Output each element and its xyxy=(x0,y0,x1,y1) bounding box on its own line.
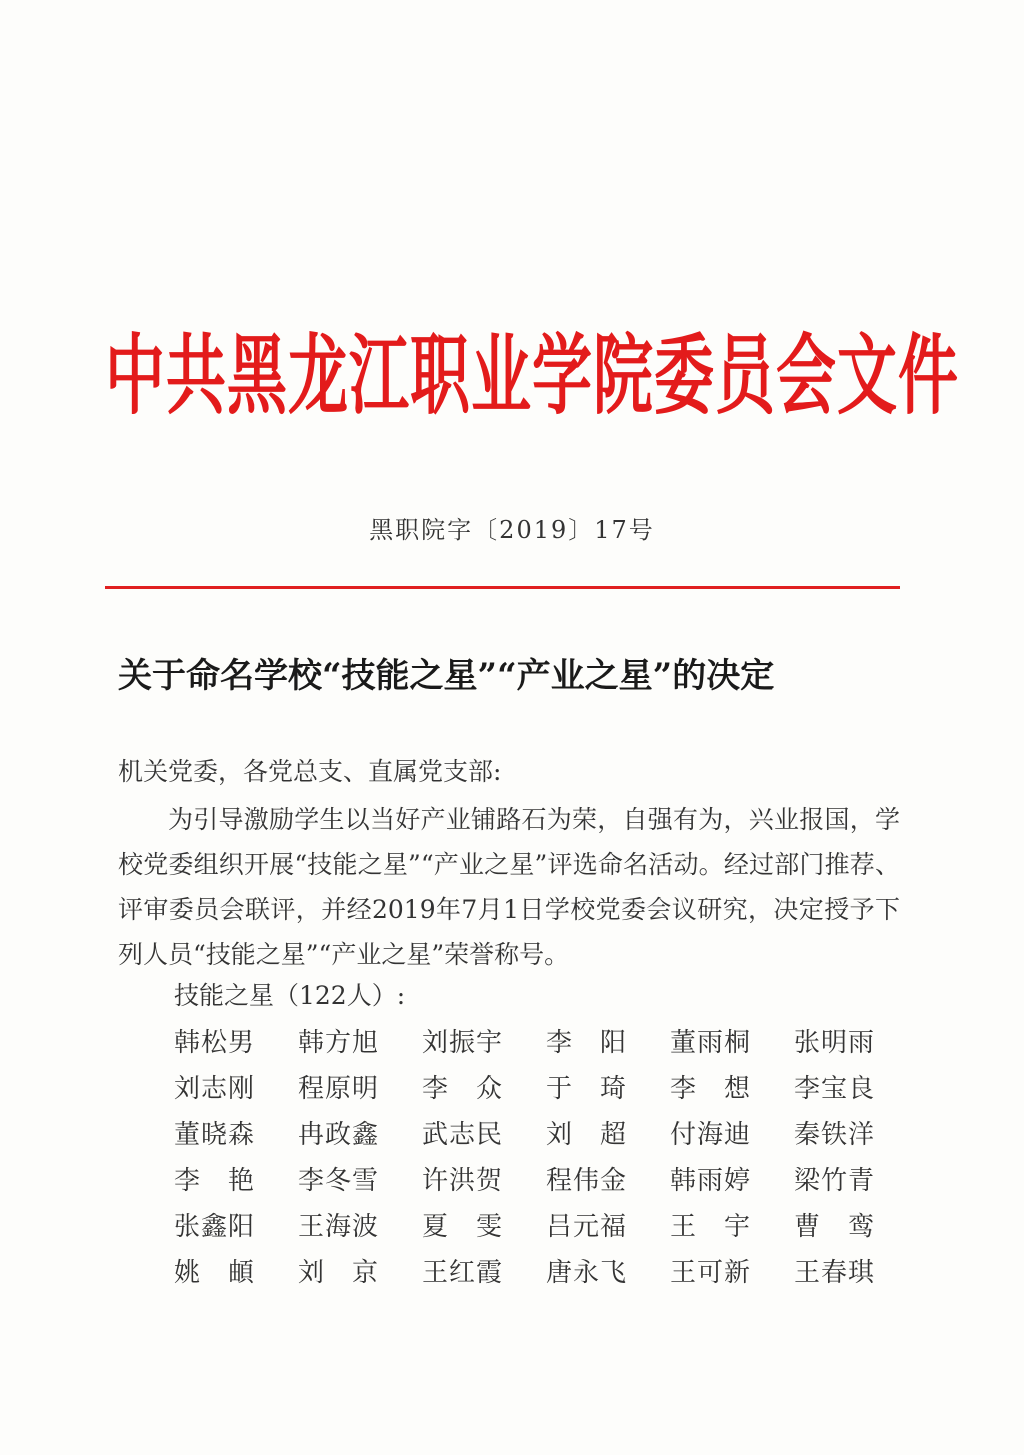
name-item: 梁竹青 xyxy=(794,1166,876,1196)
name-item: 刘 京 xyxy=(298,1258,380,1288)
name-item: 董雨桐 xyxy=(670,1028,752,1058)
document-title: 关于命名学校“技能之星”“产业之星”的决定 xyxy=(118,656,775,696)
name-item: 程原明 xyxy=(298,1074,380,1104)
name-item: 武志民 xyxy=(422,1120,504,1150)
red-divider-line xyxy=(105,586,900,589)
category-label: 技能之星（122人）: xyxy=(174,981,406,1010)
name-item: 曹 鸾 xyxy=(794,1212,876,1242)
name-item: 李 想 xyxy=(670,1074,752,1104)
name-item: 秦铁洋 xyxy=(794,1120,876,1150)
name-item: 李 众 xyxy=(422,1074,504,1104)
name-item: 董晓森 xyxy=(174,1120,256,1150)
name-item: 王 宇 xyxy=(670,1212,752,1242)
name-item: 张鑫阳 xyxy=(174,1212,256,1242)
name-item: 唐永飞 xyxy=(546,1258,628,1288)
masthead-title: 中共黑龙江职业学院委员会文件 xyxy=(105,325,959,427)
name-item: 夏 雯 xyxy=(422,1212,504,1242)
name-item: 李宝良 xyxy=(794,1074,876,1104)
name-item: 李冬雪 xyxy=(298,1166,380,1196)
name-item: 韩雨婷 xyxy=(670,1166,752,1196)
document-number: 黑职院字〔2019〕17号 xyxy=(369,516,655,544)
name-item: 王春琪 xyxy=(794,1258,876,1288)
name-item: 刘 超 xyxy=(546,1120,628,1150)
name-item: 姚 頔 xyxy=(174,1258,256,1288)
name-item: 王红霞 xyxy=(422,1258,504,1288)
name-item: 刘志刚 xyxy=(174,1074,256,1104)
name-item: 冉政鑫 xyxy=(298,1120,380,1150)
name-item: 李 阳 xyxy=(546,1028,628,1058)
names-grid xyxy=(174,1020,904,1296)
name-item: 许洪贺 xyxy=(422,1166,504,1196)
name-item: 程伟金 xyxy=(546,1166,628,1196)
name-item: 韩方旭 xyxy=(298,1028,380,1058)
name-item: 刘振宇 xyxy=(422,1028,504,1058)
name-item: 张明雨 xyxy=(794,1028,876,1058)
name-item: 韩松男 xyxy=(174,1028,256,1058)
name-item: 王海波 xyxy=(298,1212,380,1242)
name-item: 付海迪 xyxy=(670,1120,752,1150)
body-paragraph: 为引导激励学生以当好产业铺路石为荣，自强有为，兴业报国，学校党委组织开展“技能之星”“产业之星”评选命名活动。经过部门推荐、评审委员会联评，并经2019年7月1日学校党委会议研究，决定授予下列人员“技能之星”“产业之星”荣誉称号。 xyxy=(118,805,900,969)
name-item: 吕元福 xyxy=(546,1212,628,1242)
salutation: 机关党委，各党总支、直属党支部: xyxy=(118,757,502,786)
name-item: 王可新 xyxy=(670,1258,752,1288)
name-item: 李 艳 xyxy=(174,1166,256,1196)
name-item: 于 琦 xyxy=(546,1074,628,1104)
